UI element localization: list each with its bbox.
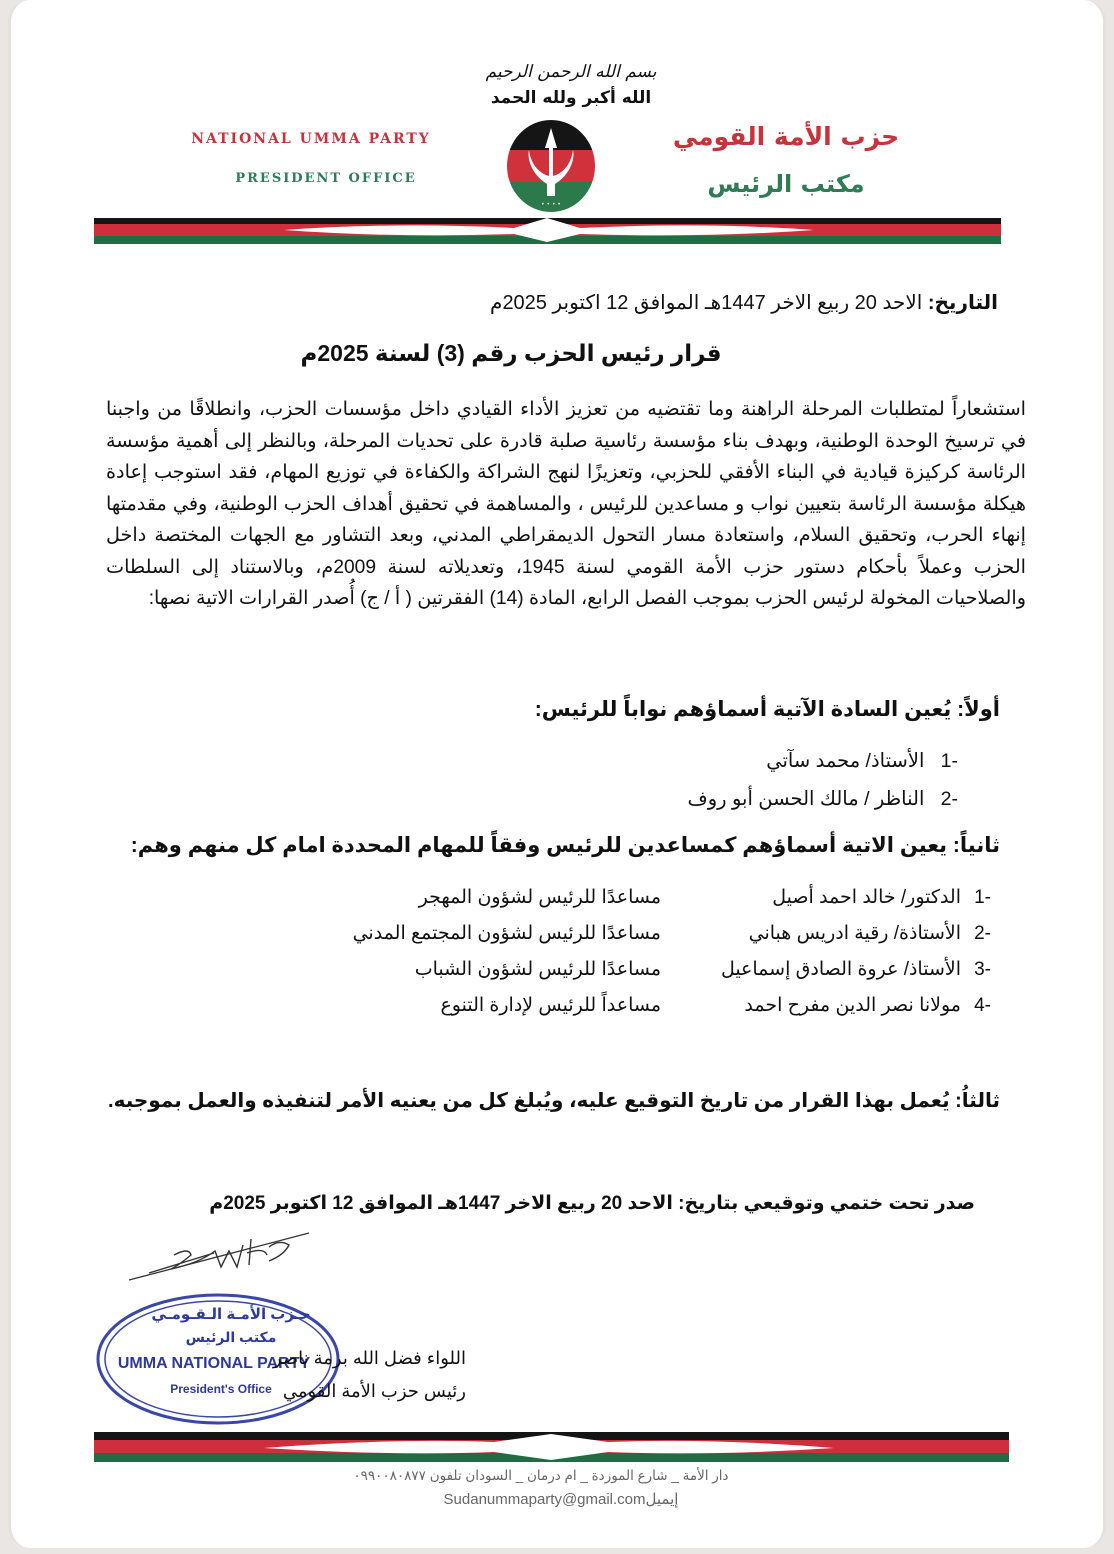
signer-title: رئيس حزب الأمة القومي	[282, 1381, 466, 1401]
signer-block	[273, 1342, 466, 1408]
date-line	[490, 290, 998, 315]
footer-address: دار الأمة _ شارع الموردة _ ام درمان _ السودان تلفون ٠٩٩٠٠٨٠٨٧٧	[353, 1468, 729, 1483]
footer-email-label: إيميل	[645, 1491, 679, 1508]
assistant-role: مساعدًا للرئيس لشؤون المهجر	[418, 887, 661, 908]
signer-name: اللواء فضل الله برمة ناصر	[272, 1348, 466, 1368]
date-value: الاحد 20 ربيع الاخر 1447هـ الموافق 12 اكتوبر 2025م	[490, 292, 928, 314]
issued-line: صدر تحت ختمي وتوقيعي بتاريخ: الاحد 20 ربيع الاخر 1447هـ الموافق 12 اكتوبر 2025م	[209, 1193, 975, 1214]
office-name-ar: مكتب الرئيس	[707, 170, 865, 198]
signature-icon	[119, 1225, 319, 1285]
section-2-heading: ثانياً: يعين الاتية أسماؤهم كمساعدين للرئيس وفقاً للمهام المحددة امام كل منهم وهم:	[130, 834, 1000, 857]
party-name-en: NATIONAL UMMA PARTY	[191, 131, 431, 147]
office-name-en: PRESIDENT OFFICE	[235, 171, 417, 186]
list-number: -2	[940, 788, 958, 810]
document-page	[8, 0, 1106, 1548]
stamp-line-4: President's Office	[170, 1382, 272, 1396]
list-item	[201, 988, 991, 1024]
party-name-ar: حزب الأمة القومي	[672, 122, 900, 151]
section-1-heading: أولاً: يُعين السادة الآتية أسماؤهم نواباً للرئيس:	[534, 698, 1000, 721]
deputy-name: الأستاذ/ محمد سآتي	[766, 750, 925, 772]
decision-title: قرار رئيس الحزب رقم (3) لسنة 2025م	[300, 340, 722, 366]
assistants-list	[201, 880, 991, 1024]
assistant-name: الأستاذ/ عروة الصادق إسماعيل	[720, 959, 961, 980]
list-item	[201, 952, 991, 988]
list-number: -1	[940, 750, 958, 772]
stamp-line-3: UMMA NATIONAL PARTY	[117, 1355, 311, 1372]
basmala: بسم الله الرحمن الرحيم	[485, 62, 657, 82]
header-divider-band	[94, 218, 1001, 244]
assistant-name: مولانا نصر الدين مفرح احمد	[744, 995, 961, 1016]
assistant-role: مساعدًا للرئيس لشؤون المجتمع المدني	[352, 923, 661, 944]
list-number: -3	[974, 959, 991, 980]
takbir: الله أكبر ولله الحمد	[490, 88, 652, 108]
party-logo-icon	[505, 118, 597, 214]
assistant-name: الأستاذة/ رقية ادريس هباني	[748, 923, 961, 944]
stamp-line-1: حـزب الأمـة الـقـومـي	[151, 1306, 311, 1323]
section-3-text: ثالثاُ: يُعمل بهذا القرار من تاريخ التوقيع عليه، ويُبلغ كل من يعنيه الأمر لتنفيذه والعمل بموجبه.	[108, 1090, 1000, 1112]
svg-text:• • • •: • • • •	[541, 201, 561, 208]
stamp-line-2: مكتب الرئيس	[185, 1329, 277, 1345]
list-number: -4	[974, 995, 991, 1016]
deputies-list	[687, 742, 958, 818]
assistant-name: الدكتور/ خالد احمد أصيل	[772, 887, 961, 908]
list-item	[201, 880, 991, 916]
assistant-role: مساعدًا للرئيس لشؤون الشباب	[414, 959, 661, 980]
footer-divider-band	[94, 1432, 1009, 1462]
preamble-paragraph: استشعاراً لمتطلبات المرحلة الراهنة وما تقتضيه من تعزيز الأداء القيادي داخل مؤسسات الحزب، وانطلاقًا من واجبنا في ترسيخ الوحدة الوطنية، وبهدف بناء مؤسسة رئاسية صلبة قادرة على تحديات المرحلة، وبالنظر إلى أهمية مؤسسة الرئاسة كركيزة قيادية في البناء الأفقي للحزبي، وتعزيزًا لنهج الشراكة والكفاءة في توزيع المهام، فقد استوجب إعادة هيكلة مؤسسة الرئاسة بتعيين نواب و مساعدين للرئيس ، والمساهمة في تحقيق أهداف الحزب الوطنية، وفي مقدمتها إنهاء الحرب، وتحقيق السلام، واستعادة مسار التحول الديمقراطي المدني، وبعد التشاور مع الجهات المختصة داخل الحزب وعملاً بأحكام دستور حزب الأمة القومي لسنة 1945، وتعديلاته لسنة 2009م، وبالاستناد إلى السلطات والصلاحيات المخولة لرئيس الحزب بموجب الفصل الرابع، المادة (14) الفقرتين ( أ / ج) أُصدر القرارات الاتية نصها:	[106, 399, 1026, 609]
list-number: -2	[974, 923, 991, 944]
assistant-role: مساعداً للرئيس لإدارة التنوع	[440, 995, 661, 1016]
list-item	[201, 916, 991, 952]
list-number: -1	[974, 887, 991, 908]
deputy-name: الناظر / مالك الحسن أبو روف	[687, 788, 925, 810]
date-label: التاريخ:	[927, 292, 998, 314]
list-item	[687, 742, 958, 780]
footer-email-line	[311, 1490, 811, 1508]
list-item	[687, 780, 958, 818]
footer-email-link[interactable]: Sudanummaparty@gmail.com	[443, 1491, 646, 1508]
